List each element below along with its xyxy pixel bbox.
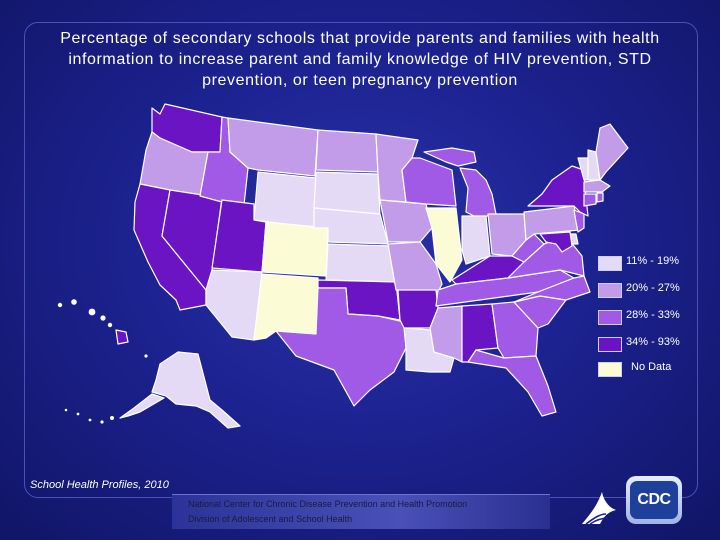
state-MI — [460, 168, 496, 218]
state-ND — [316, 130, 378, 172]
legend-label: No Data — [631, 361, 672, 373]
legend-label: 34% - 93% — [626, 336, 680, 348]
cdc-logo — [626, 476, 682, 524]
legend-swatch — [598, 283, 622, 298]
source-note: School Health Profiles, 2010 — [30, 479, 169, 491]
legend-swatch — [598, 256, 622, 271]
state-WY — [254, 172, 316, 228]
state-AK-peninsula — [120, 394, 164, 418]
legend-label: 28% - 33% — [626, 309, 680, 321]
legend-swatch — [598, 310, 622, 325]
state-AK — [152, 352, 240, 428]
footer-division-name: Division of Adolescent and School Health — [188, 514, 353, 524]
legend-label: 20% - 27% — [626, 282, 680, 294]
footer-center-name: National Center for Chronic Disease Prevention and Health Promotion — [188, 499, 468, 509]
state-IA — [380, 200, 432, 242]
state-CO — [262, 222, 328, 276]
state-ME — [596, 124, 628, 180]
legend-swatch — [598, 337, 622, 352]
state-AZ — [206, 270, 262, 340]
footer-banner — [172, 494, 550, 529]
state-WI — [402, 158, 456, 206]
state-MA — [584, 180, 610, 192]
pacific-islands — [58, 299, 148, 423]
legend-swatch — [598, 362, 622, 377]
state-IN — [462, 216, 490, 264]
state-RI — [597, 193, 603, 202]
cdc-logo-text: CDC — [630, 481, 678, 519]
state-NM — [254, 274, 318, 340]
hhs-eagle-logo-icon — [576, 484, 622, 528]
state-CT — [584, 194, 596, 206]
state-HI — [116, 330, 128, 344]
title-line-1: Percentage of secondary schools that provide parents and families with health — [60, 30, 660, 47]
state-FL — [468, 350, 556, 416]
title-line-3: prevention, or teen pregnancy prevention — [202, 72, 518, 89]
state-KS — [326, 244, 396, 282]
legend-label: 11% - 19% — [626, 255, 679, 267]
title-line-2: information to increase parent and family knowledge of HIV prevention, STD — [68, 51, 652, 68]
